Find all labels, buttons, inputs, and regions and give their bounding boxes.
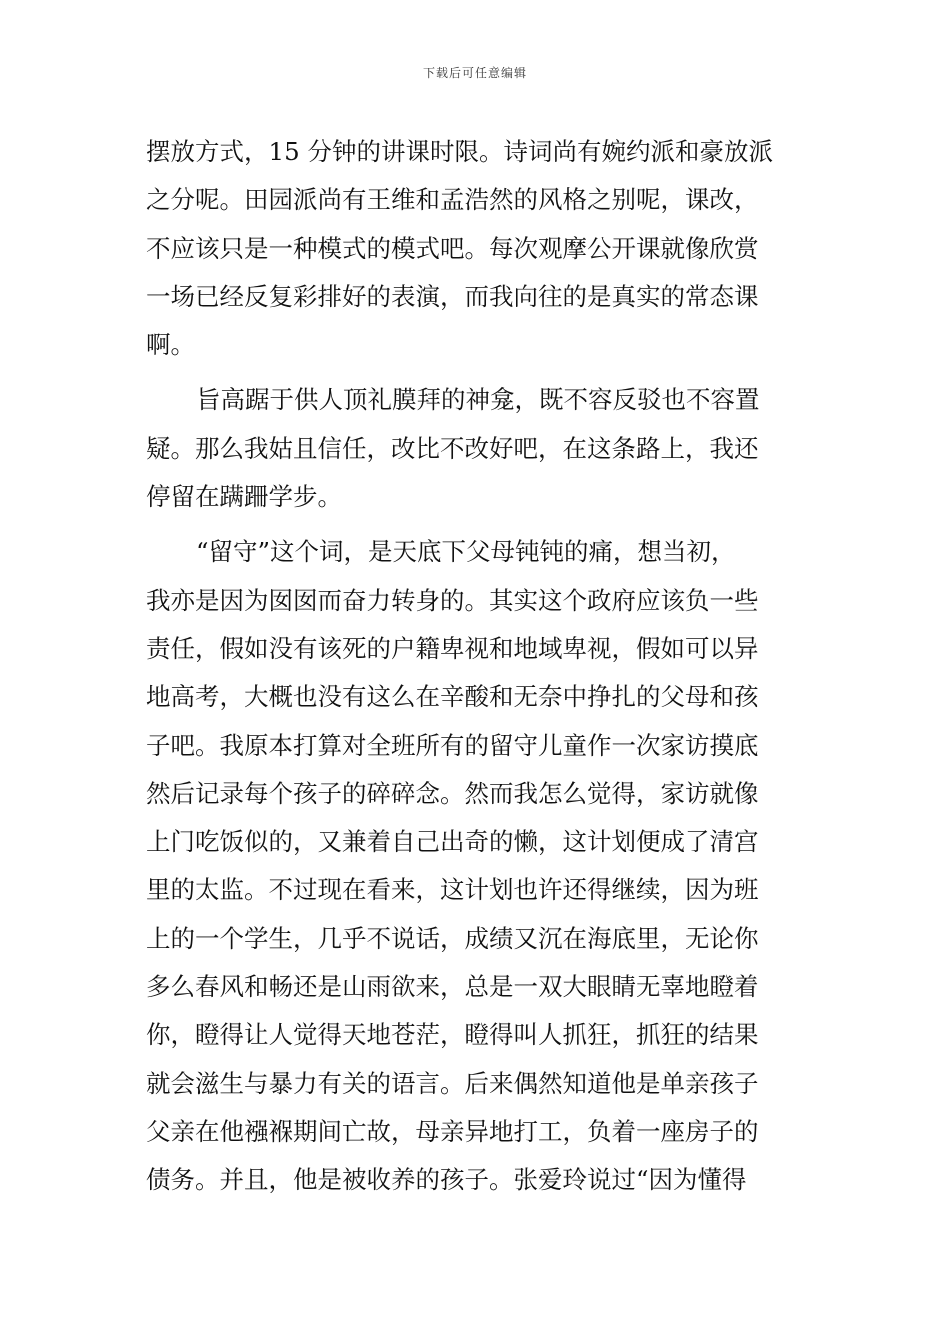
text-line: 上的一个学生，几乎不说话，成绩又沉在海底里，无论你 xyxy=(146,923,759,953)
paragraph-first-line: 旨高踞于供人顶礼膜拜的神龛，既不容反驳也不容置 xyxy=(196,385,760,415)
text-line: 啊。 xyxy=(146,330,195,360)
text-line: 地高考，大概也没有这么在辛酸和无奈中挣扎的父母和孩 xyxy=(146,682,759,712)
text-line: 你，瞪得让人觉得天地苍茫，瞪得叫人抓狂，抓狂的结果 xyxy=(146,1020,759,1050)
text-line: 我亦是因为囡囡而奋力转身的。其实这个政府应该负一些 xyxy=(146,585,759,615)
text-line: 里的太监。不过现在看来，这计划也许还得继续，因为班 xyxy=(146,875,759,905)
text-line: 上门吃饭似的，又兼着自己出奇的懒，这计划便成了清宫 xyxy=(146,827,759,857)
page-header-note: 下载后可任意编辑 xyxy=(422,66,527,80)
text-line: 子吧。我原本打算对全班所有的留守儿童作一次家访摸底 xyxy=(146,730,759,760)
text-line: 摆放方式，15 分钟的讲课时限。诗词尚有婉约派和豪放派 xyxy=(146,137,773,166)
text-line: 责任，假如没有该死的户籍卑视和地域卑视，假如可以异 xyxy=(146,633,759,663)
document-body xyxy=(146,128,816,1205)
text-line: 不应该只是一种模式的模式吧。每次观摩公开课就像欣赏 xyxy=(146,233,759,263)
paragraph-first-line: “留守”这个词，是天底下父母钝钝的痛，想当初， xyxy=(196,537,736,567)
text-line: 多么春风和畅还是山雨欲来，总是一双大眼睛无辜地瞪着 xyxy=(146,972,759,1002)
text-line: 一场已经反复彩排好的表演，而我向往的是真实的常态课 xyxy=(146,281,759,311)
text-line: 就会滋生与暴力有关的语言。后来偶然知道他是单亲孩子 xyxy=(146,1068,759,1098)
text-line: 然后记录每个孩子的碎碎念。然而我怎么觉得，家访就像 xyxy=(146,778,759,808)
text-line: 停留在蹒跚学步。 xyxy=(146,482,342,512)
text-line: 父亲在他襁褓期间亡故，母亲异地打工，负着一座房子的 xyxy=(146,1116,759,1146)
text-line: 之分呢。田园派尚有王维和孟浩然的风格之别呢，课改， xyxy=(146,185,759,215)
text-line: 债务。并且，他是被收养的孩子。张爱玲说过“因为懂得 xyxy=(146,1165,747,1195)
text-line: 疑。那么我姑且信任，改比不改好吧，在这条路上，我还 xyxy=(146,433,759,463)
